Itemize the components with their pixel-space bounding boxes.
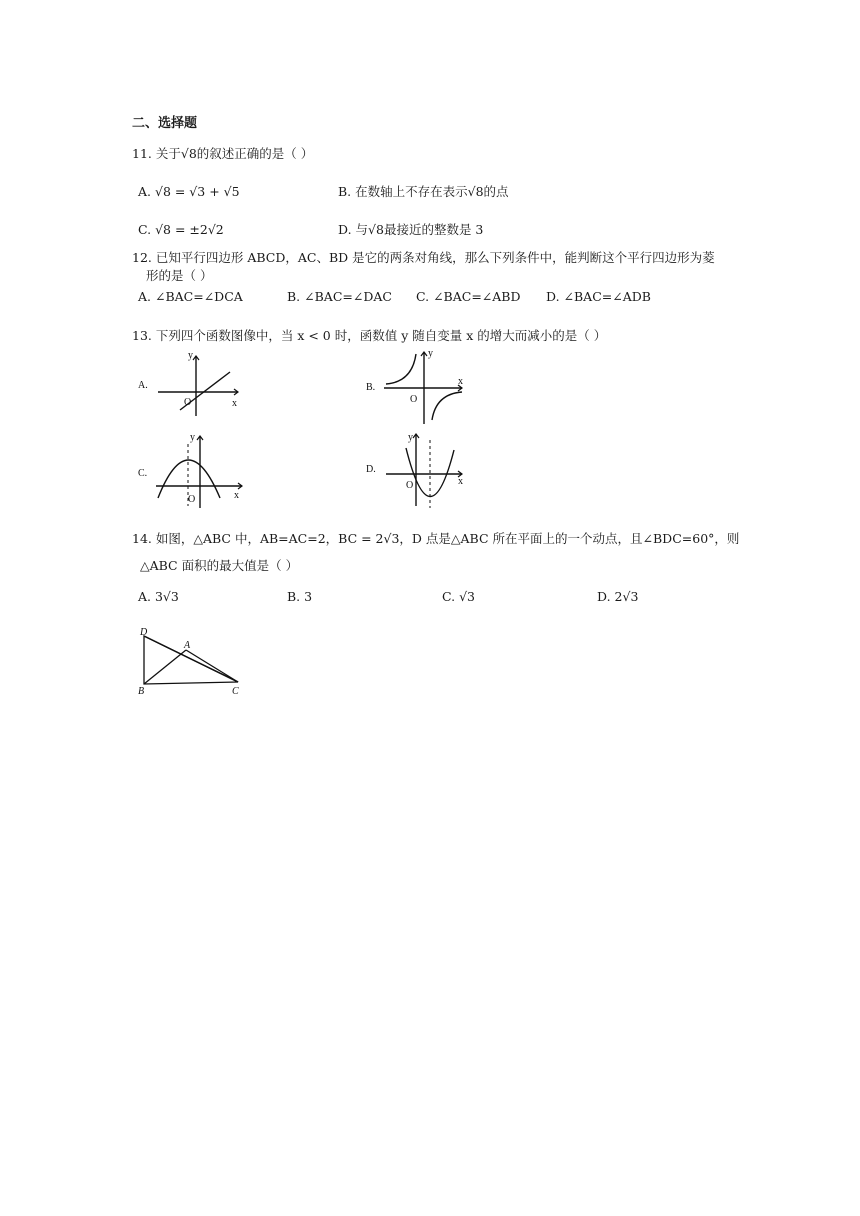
graph-b-label: B. bbox=[366, 382, 376, 393]
graph-b-x-label: x bbox=[458, 376, 463, 387]
q11-option-d: D. 与√8最接近的整数是 3 bbox=[338, 222, 484, 237]
graph-c-parabola bbox=[158, 460, 220, 498]
point-c-label: C bbox=[232, 686, 239, 697]
q11-option-a: A. √8 = √3 + √5 bbox=[138, 184, 240, 199]
q12-option-c: C. ∠BAC=∠ABD bbox=[416, 289, 521, 304]
graph-a-x-label: x bbox=[232, 398, 237, 409]
q12-option-d: D. ∠BAC=∠ADB bbox=[546, 289, 651, 304]
q11-stem: 11. 关于√8的叙述正确的是（ ） bbox=[132, 146, 314, 161]
q14-stem-line2: △ABC 面积的最大值是（ ） bbox=[140, 558, 299, 573]
q14-option-d: D. 2√3 bbox=[597, 589, 639, 604]
graph-c-origin: O bbox=[188, 494, 196, 505]
q14-option-a: A. 3√3 bbox=[138, 589, 179, 604]
graph-a-origin: O bbox=[184, 397, 192, 408]
graph-c-label: C. bbox=[138, 468, 148, 479]
graph-a-y-label: y bbox=[188, 350, 193, 361]
q13-stem: 13. 下列四个函数图像中，当 x < 0 时，函数值 y 随自变量 x 的增大而减小的是（ ） bbox=[132, 328, 607, 343]
graph-b-curve-right bbox=[432, 392, 462, 420]
graph-c-x-label: x bbox=[234, 490, 239, 501]
graph-d-y-label: y bbox=[408, 432, 413, 443]
q12-option-a: A. ∠BAC=∠DCA bbox=[138, 289, 243, 304]
point-a-label: A bbox=[184, 640, 191, 651]
point-d-label: D bbox=[140, 627, 148, 638]
graph-d-label: D. bbox=[366, 464, 376, 475]
graph-d-x-label: x bbox=[458, 476, 463, 487]
graph-c-y-label: y bbox=[190, 432, 195, 443]
q12-option-b: B. ∠BAC=∠DAC bbox=[287, 289, 392, 304]
q14-figure bbox=[134, 622, 250, 698]
q14-stem-line1: 14. 如图，△ABC 中，AB=AC=2，BC = 2√3，D 点是△ABC 所在平面上的一个动点，且∠BDC=60°，则 bbox=[132, 531, 740, 546]
q13-graph-a bbox=[134, 350, 252, 420]
graph-d-origin: O bbox=[406, 480, 414, 491]
q14-option-c: C. √3 bbox=[442, 589, 475, 604]
section-title: 二、选择题 bbox=[132, 116, 198, 131]
graph-b-origin: O bbox=[410, 394, 418, 405]
graph-b-y-label: y bbox=[428, 348, 433, 359]
segment-ab bbox=[144, 650, 186, 684]
segment-ac bbox=[186, 650, 238, 682]
q12-stem-line1: 12. 已知平行四边形 ABCD，AC、BD 是它的两条对角线，那么下列条件中，能判断这个平行四边形为菱 bbox=[132, 250, 715, 265]
q13-graph-d bbox=[362, 426, 474, 510]
q11-option-c: C. √8 = ±2√2 bbox=[138, 222, 224, 237]
q14-option-b: B. 3 bbox=[287, 589, 313, 604]
q12-stem-line2: 形的是（ ） bbox=[146, 268, 213, 283]
graph-a-label: A. bbox=[138, 380, 148, 391]
segment-dc bbox=[144, 636, 238, 682]
q11-option-b: B. 在数轴上不存在表示√8的点 bbox=[338, 184, 509, 199]
graph-b-curve-left bbox=[386, 354, 416, 384]
q13-graph-b bbox=[362, 346, 474, 426]
point-b-label: B bbox=[138, 686, 145, 697]
q13-graph-c bbox=[134, 430, 252, 510]
